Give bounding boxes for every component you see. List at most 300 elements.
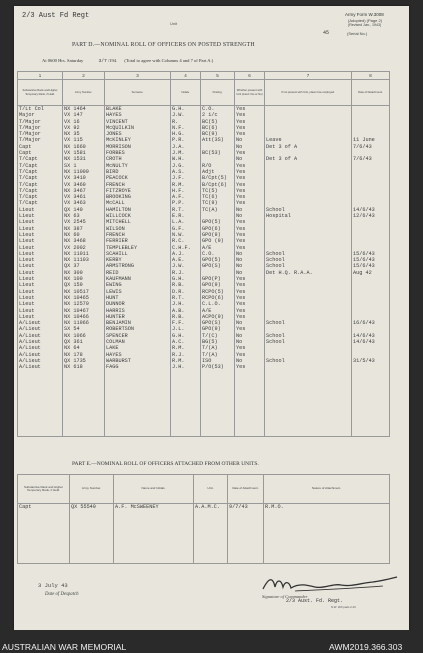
cell-posting: BC(53) <box>201 150 235 156</box>
cell-present: Yes <box>235 282 265 288</box>
cell-date <box>352 106 390 113</box>
cell-present: Yes <box>235 326 265 332</box>
blank-cell <box>70 544 114 551</box>
blank-cell <box>235 390 265 397</box>
blank-cell <box>352 397 390 404</box>
cell-initials: E.R. <box>171 213 201 219</box>
blank-cell <box>264 544 390 551</box>
unit-label: Unit <box>170 21 178 26</box>
blank-cell <box>352 403 390 410</box>
blank-cell <box>70 550 114 557</box>
cell-rank: Capt <box>18 144 63 150</box>
cell-number: NX 1464 <box>63 106 105 113</box>
cell-surname: SCAHILL <box>105 251 171 257</box>
cell-date: 11 June <box>352 137 390 143</box>
attached-officers-body <box>18 504 390 564</box>
cell-number: NX 10466 <box>63 314 105 320</box>
cell-employed: Leave <box>265 137 352 143</box>
blank-cell <box>194 517 228 524</box>
cell-posting: B/Cpt(6) <box>201 182 235 188</box>
cell-present: Yes <box>235 112 265 118</box>
cell-number: VX 92 <box>63 125 105 131</box>
cell-present: Yes <box>235 301 265 307</box>
cell-rank: T/Capt <box>18 156 63 162</box>
column-header: Whether present with Unit (insert Yes or No) <box>235 80 265 106</box>
cell-surname: BLAKE <box>105 106 171 113</box>
cell-posting: Adjt <box>201 169 235 175</box>
serial-label: (Serial No.) <box>347 31 368 36</box>
blank-row <box>18 384 390 391</box>
cell-surname: FRENCH <box>105 182 171 188</box>
cell-number: NX 11011 <box>63 251 105 257</box>
blank-cell <box>201 430 235 437</box>
blank-cell <box>194 537 228 544</box>
cell-present: Yes <box>235 169 265 175</box>
cell-initials: P.R. <box>171 137 201 143</box>
cell-posting: GPO(5) <box>201 219 235 225</box>
attached-blank-row <box>18 550 390 557</box>
cell-surname: COLMAN <box>105 339 171 345</box>
cell-number: NX 10467 <box>63 308 105 314</box>
blank-cell <box>114 550 194 557</box>
cell-number: NX 10517 <box>63 289 105 295</box>
blank-cell <box>114 544 194 551</box>
cell-present: No <box>235 358 265 364</box>
blank-cell <box>228 550 264 557</box>
blank-cell <box>194 550 228 557</box>
cell-initials: J.F. <box>171 175 201 181</box>
cell-surname: TEMPLEBLEY <box>105 245 171 251</box>
cell-initials: J.L. <box>171 326 201 332</box>
blank-cell <box>18 390 63 397</box>
blank-cell <box>201 370 235 377</box>
cell-number: VX 147 <box>63 112 105 118</box>
blank-cell <box>352 377 390 384</box>
blank-cell <box>18 524 70 531</box>
blank-row <box>18 397 390 404</box>
cell-rank: Lieut <box>18 213 63 219</box>
cell-posting: B/Cpt(5) <box>201 175 235 181</box>
cell-initials: R.J. <box>171 352 201 358</box>
cell-posting: TC(5) <box>201 188 235 194</box>
column-header: Surname. <box>105 80 171 106</box>
column-header: Date of Detachment. <box>352 80 390 106</box>
blank-cell <box>235 397 265 404</box>
cell-surname: BROOKING <box>105 194 171 200</box>
column-header-row <box>18 80 390 106</box>
cell-present: Yes <box>235 295 265 301</box>
blank-cell <box>70 524 114 531</box>
cell-initials: A.F. <box>171 194 201 200</box>
cell-date: 14/6/43 <box>352 339 390 345</box>
attached-blank-row <box>18 511 390 518</box>
cell-present: Yes <box>235 232 265 238</box>
cell-surname: HUNT <box>105 295 171 301</box>
blank-cell <box>105 377 171 384</box>
blank-cell <box>201 397 235 404</box>
cell-posting: GPO(9) <box>201 282 235 288</box>
blank-cell <box>235 384 265 391</box>
attached-blank-row <box>18 517 390 524</box>
blank-cell <box>265 417 352 424</box>
cell-number: NX 10465 <box>63 295 105 301</box>
cell-employed: School <box>265 251 352 257</box>
cell-surname: LAKE <box>105 345 171 351</box>
blank-cell <box>114 511 194 518</box>
cell-date: Aug 42 <box>352 270 390 276</box>
cell-number: VX 115 <box>63 137 105 143</box>
blank-cell <box>18 370 63 377</box>
cell-surname: ROBERTSON <box>105 326 171 332</box>
blank-cell <box>114 557 194 564</box>
cell-employed: School <box>265 358 352 364</box>
blank-cell <box>18 550 70 557</box>
cell-posting: BC(6) <box>201 125 235 131</box>
cell-number: NX 618 <box>63 364 105 370</box>
cell-surname: FRENCH <box>105 232 171 238</box>
cell-posting: T/(C) <box>201 333 235 339</box>
officers-roll-body <box>18 106 390 437</box>
column-number: 6 <box>235 72 265 80</box>
cell-initials: R.T. <box>171 207 201 213</box>
blank-cell <box>194 524 228 531</box>
blank-cell <box>265 390 352 397</box>
cell-surname: WARBURST <box>105 358 171 364</box>
cell-posting: TC(6) <box>201 194 235 200</box>
cell-present: Yes <box>235 125 265 131</box>
cell-employed: Det 3 of A <box>265 156 352 162</box>
blank-cell <box>171 377 201 384</box>
attached-blank-row <box>18 544 390 551</box>
caption-source: AUSTRALIAN WAR MEMORIAL <box>2 642 127 652</box>
blank-cell <box>228 537 264 544</box>
blank-cell <box>265 377 352 384</box>
cell-initials: H.F. <box>171 188 201 194</box>
blank-cell <box>70 511 114 518</box>
attached-column-header: Substantive Rank and Higher Temporary Rank, if Held. <box>18 475 70 504</box>
cell-initials: J.M. <box>171 150 201 156</box>
cell-date: 15/6/43 <box>352 251 390 257</box>
cell-rank: Capt <box>18 150 63 156</box>
blank-cell <box>235 430 265 437</box>
cell-employed: School <box>265 263 352 269</box>
cell-employed: School <box>265 257 352 263</box>
attached-column-header: Army Number. <box>70 475 114 504</box>
blank-cell <box>70 557 114 564</box>
cell-surname: FERRIER <box>105 238 171 244</box>
cell-rank: Lieut <box>18 282 63 288</box>
cell-surname: HUNTER <box>105 314 171 320</box>
cell-posting: GPO(9) <box>201 232 235 238</box>
cell-number: NX 1660 <box>63 144 105 150</box>
cell-initials: R.M. <box>171 182 201 188</box>
blank-cell <box>171 417 201 424</box>
cell-rank: T/Capt <box>18 182 63 188</box>
cell-posting: C.L.O. <box>201 301 235 307</box>
blank-cell <box>105 384 171 391</box>
cell-rank: Lieut <box>18 270 63 276</box>
cell-rank: Lieut <box>18 251 63 257</box>
cell-employed: Det H.Q. R.A.A. <box>265 270 352 276</box>
cell-initials: C.H.F. <box>171 245 201 251</box>
despatch-date: 3 July 43 <box>38 582 68 589</box>
army-form-number: Army Form W.3008 <box>345 12 384 17</box>
cell-initials: J.A. <box>171 144 201 150</box>
blank-row <box>18 430 390 437</box>
serial-number: 45 <box>323 30 330 36</box>
cell-present: No <box>235 213 265 219</box>
cell-present: No <box>235 257 265 263</box>
blank-cell <box>201 377 235 384</box>
blank-cell <box>265 384 352 391</box>
blank-cell <box>63 377 105 384</box>
blank-cell <box>171 384 201 391</box>
blank-cell <box>105 403 171 410</box>
cell-surname: KERBY <box>105 257 171 263</box>
cell-rank: Lieut <box>18 207 63 213</box>
blank-cell <box>235 423 265 430</box>
blank-cell <box>105 417 171 424</box>
cell-initials: A.J. <box>171 251 201 257</box>
blank-cell <box>18 511 70 518</box>
cell-surname: LEWIS <box>105 289 171 295</box>
cell-initials: G.H. <box>171 106 201 113</box>
cell-rank: A/Lieut <box>18 352 63 358</box>
cell-date: 14/6/43 <box>352 207 390 213</box>
blank-cell <box>70 530 114 537</box>
attached-column-header: Nature of Attachment. <box>264 475 390 504</box>
cell-number: VX 2545 <box>63 219 105 225</box>
cell-initials: G.H. <box>171 276 201 282</box>
blank-cell <box>235 370 265 377</box>
blank-cell <box>352 390 390 397</box>
cell-initials: G.H. <box>171 333 201 339</box>
cell-rank: A/Lieut <box>18 320 63 326</box>
blank-cell <box>105 370 171 377</box>
blank-cell <box>235 403 265 410</box>
blank-cell <box>105 390 171 397</box>
blank-cell <box>114 530 194 537</box>
blank-row <box>18 423 390 430</box>
cell-initials: R.J. <box>171 270 201 276</box>
cell-present: No <box>235 251 265 257</box>
column-number: 8 <box>352 72 390 80</box>
attached-cell-nature: R.M.O. <box>264 504 390 511</box>
cell-surname: ARMSTRONG <box>105 263 171 269</box>
cell-initials: R.C. <box>171 238 201 244</box>
cell-surname: WILLCOCK <box>105 213 171 219</box>
blank-cell <box>228 511 264 518</box>
attached-blank-row <box>18 557 390 564</box>
cell-number: NX 11103 <box>63 257 105 263</box>
cell-posting: T/(A) <box>201 352 235 358</box>
blank-row <box>18 370 390 377</box>
cell-number: SX 54 <box>63 326 105 332</box>
attached-cell-unit: A.A.M.C. <box>194 504 228 511</box>
cell-surname: BENJAMIN <box>105 320 171 326</box>
blank-cell <box>105 397 171 404</box>
cell-number: VX 3463 <box>63 200 105 206</box>
cell-number: QX 140 <box>63 207 105 213</box>
blank-cell <box>265 430 352 437</box>
cell-present: Yes <box>235 131 265 137</box>
blank-cell <box>352 423 390 430</box>
despatch-label: Date of Despatch <box>45 592 79 597</box>
column-header: If not present with Unit, place how employed. <box>265 80 352 106</box>
blank-cell <box>265 370 352 377</box>
cell-number: VX 16 <box>63 119 105 125</box>
cell-posting: GPO(9) <box>201 326 235 332</box>
blank-row <box>18 410 390 417</box>
cell-present: No <box>235 156 265 162</box>
blank-cell <box>18 377 63 384</box>
cell-initials: A.E. <box>171 257 201 263</box>
roll-date: 3/7 <box>98 59 107 64</box>
cell-posting: C.O. <box>201 251 235 257</box>
cell-present: No <box>235 137 265 143</box>
blank-cell <box>352 430 390 437</box>
blank-cell <box>265 397 352 404</box>
cell-present: No <box>235 263 265 269</box>
blank-cell <box>63 397 105 404</box>
blank-cell <box>352 370 390 377</box>
blank-row <box>18 377 390 384</box>
cell-initials: W.H. <box>171 156 201 162</box>
column-number: 4 <box>171 72 201 80</box>
blank-cell <box>264 537 390 544</box>
cell-number: NX 387 <box>63 226 105 232</box>
cell-initials: L.A. <box>171 219 201 225</box>
blank-cell <box>228 530 264 537</box>
cell-number: NX 35 <box>63 131 105 137</box>
cell-employed: School <box>265 320 352 326</box>
cell-present: Yes <box>235 226 265 232</box>
column-number: 1 <box>18 72 63 80</box>
cell-surname: McNULTY <box>105 163 171 169</box>
cell-rank: T/Capt <box>18 188 63 194</box>
cell-present: Yes <box>235 352 265 358</box>
blank-cell <box>18 430 63 437</box>
blank-cell <box>114 524 194 531</box>
blank-cell <box>201 423 235 430</box>
cell-posting: RCPO(6) <box>201 295 235 301</box>
cell-number: NX 1066 <box>63 333 105 339</box>
attached-officers-table <box>17 474 390 564</box>
blank-cell <box>264 524 390 531</box>
cell-rank: A/Lieut <box>18 339 63 345</box>
cell-initials: R.B. <box>171 282 201 288</box>
attached-cell-rank: Capt <box>18 504 70 511</box>
blank-cell <box>264 530 390 537</box>
cell-surname: EWING <box>105 282 171 288</box>
cell-initials: H.G. <box>171 131 201 137</box>
cell-posting: GPO(S) <box>201 320 235 326</box>
attached-cell-date: 9/7/43 <box>228 504 264 511</box>
column-header: Army Number. <box>63 80 105 106</box>
blank-cell <box>201 410 235 417</box>
cell-posting: T/(A) <box>201 345 235 351</box>
column-number: 3 <box>105 72 171 80</box>
cell-present: Yes <box>235 345 265 351</box>
blank-cell <box>114 517 194 524</box>
cell-initials: G.F. <box>171 226 201 232</box>
blank-cell <box>171 430 201 437</box>
cell-initials: A.S. <box>171 169 201 175</box>
cell-present: Yes <box>235 194 265 200</box>
cell-posting: ACPO(9) <box>201 314 235 320</box>
cell-present: Yes <box>235 175 265 181</box>
blank-cell <box>70 537 114 544</box>
cell-date: 15/6/43 <box>352 257 390 263</box>
blank-cell <box>264 511 390 518</box>
cell-number: NX 11966 <box>63 320 105 326</box>
cell-initials: A.C. <box>171 339 201 345</box>
blank-cell <box>63 370 105 377</box>
cell-rank: A/Lieut <box>18 326 63 332</box>
cell-initials: D.R. <box>171 289 201 295</box>
blank-cell <box>228 524 264 531</box>
blank-cell <box>194 544 228 551</box>
blank-cell <box>265 410 352 417</box>
cell-number: VX 3410 <box>63 175 105 181</box>
column-header: Initials. <box>171 80 201 106</box>
cell-rank: T/Major <box>18 119 63 125</box>
cell-surname: MITCHELL <box>105 219 171 225</box>
blank-cell <box>105 410 171 417</box>
cell-rank: Major <box>18 112 63 118</box>
blank-cell <box>235 417 265 424</box>
army-form-revised: (Revised Jan., 1943) <box>348 23 382 27</box>
attached-column-header: Date of Attachment. <box>228 475 264 504</box>
cell-number: QX 37 <box>63 263 105 269</box>
blank-cell <box>264 550 390 557</box>
cell-number: VX 3460 <box>63 182 105 188</box>
blank-cell <box>171 370 201 377</box>
cell-posting: GPO(6) <box>201 226 235 232</box>
cell-surname: HAYES <box>105 112 171 118</box>
blank-cell <box>352 417 390 424</box>
cell-present: Yes <box>235 106 265 113</box>
cell-present: Yes <box>235 364 265 370</box>
cell-number: NX 300 <box>63 270 105 276</box>
blank-cell <box>235 377 265 384</box>
blank-row <box>18 417 390 424</box>
blank-cell <box>18 544 70 551</box>
attached-row <box>18 504 390 511</box>
blank-cell <box>63 417 105 424</box>
cell-date: 12/6/43 <box>352 213 390 219</box>
cell-present: Yes <box>235 308 265 314</box>
cell-surname: DUNNOR <box>105 301 171 307</box>
blank-row <box>18 403 390 410</box>
cell-posting: ISO <box>201 358 235 364</box>
cell-posting: GPO(P) <box>201 276 235 282</box>
cell-present: No <box>235 320 265 326</box>
blank-cell <box>265 403 352 410</box>
cell-surname: FAGG <box>105 364 171 370</box>
cell-surname: HAYES <box>105 352 171 358</box>
cell-rank: Lieut <box>18 301 63 307</box>
cell-number: SX 1 <box>63 163 105 169</box>
cell-number: NX 178 <box>63 352 105 358</box>
cell-surname: BIRD <box>105 169 171 175</box>
cell-present: No <box>235 144 265 150</box>
cell-rank: Lieut <box>18 295 63 301</box>
cell-posting: TC(9) <box>201 200 235 206</box>
cell-present: No <box>235 207 265 213</box>
cell-posting: R/O <box>201 163 235 169</box>
cell-present: No <box>235 339 265 345</box>
